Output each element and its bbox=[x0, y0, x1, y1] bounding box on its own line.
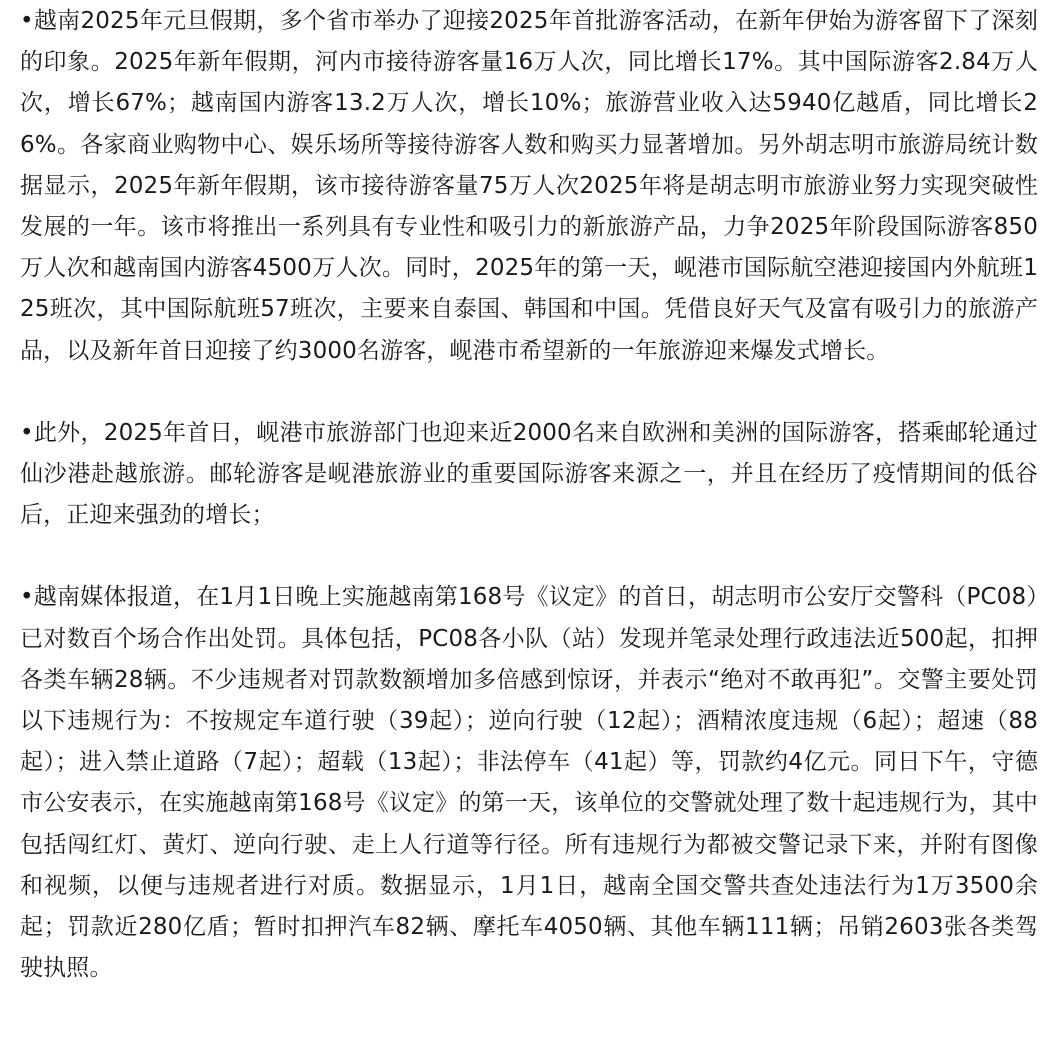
paragraph-traffic-enforcement: •越南媒体报道，在1月1日晚上实施越南第168号《议定》的首日，胡志明市公安厅交警科（PC08）已对数百个场合作出处罚。具体包括，PC08各小队（站）发现并笔录处理行政违法近500起，扣押各类车辆28辆。不少违规者对罚款数额增加多倍感到惊讶，并表示“绝对不敢再犯”。交警主要处罚以下违规行为：不按规定车道行驶（39起）；逆向行驶（12起）；酒精浓度违规（6起）；超速（88起）；进入禁止道路（7起）；超载（13起）；非法停车（41起）等，罚款约4亿元。同日下午，守德市公安表示，在实施越南第168号《议定》的第一天，该单位的交警就处理了数十起违规行为，其中包括闯红灯、黄灯、逆向行驶、走上人行道等行径。所有违规行为都被交警记录下来，并附有图像和视频，以便与违规者进行对质。数据显示，1月1日，越南全国交警共查处违法行为1万3500余起；罚款近280亿盾；暂时扣押汽车82辆、摩托车4050辆、其他车辆111辆；吊销2603张各类驾驶执照。 bbox=[20, 584, 1038, 982]
paragraph-cruise-tourists: •此外，2025年首日，岘港市旅游部门也迎来近2000名来自欧洲和美洲的国际游客，搭乘邮轮通过仙沙港赴越旅游。邮轮游客是岘港旅游业的重要国际游客来源之一，并且在经历了疫情期间的低谷后，正迎来强劲的增长； bbox=[20, 419, 1038, 529]
paragraph-tourism-holiday: •越南2025年元旦假期，多个省市举办了迎接2025年首批游客活动，在新年伊始为游客留下了深刻的印象。2025年新年假期，河内市接待游客量16万人次，同比增长17%。其中国际游客2.84万人次，增长67%；越南国内游客13.2万人次，增长10%；旅游营业收入达5940亿越盾，同比增长26%。各家商业购物中心、娱乐场所等接待游客人数和购买力显著增加。另外胡志明市旅游局统计数据显示，2025年新年假期，该市接待游客量75万人次2025年将是胡志明市旅游业努力实现突破性发展的一年。该市将推出一系列具有专业性和吸引力的新旅游产品，力争2025年阶段国际游客850万人次和越南国内游客4500万人次。同时，2025年的第一天，岘港市国际航空港迎接国内外航班125班次，其中国际航班57班次，主要来自泰国、韩国和中国。凭借良好天气及富有吸引力的旅游产品，以及新年首日迎接了约3000名游客，岘港市希望新的一年旅游迎来爆发式增长。 bbox=[20, 8, 1038, 364]
